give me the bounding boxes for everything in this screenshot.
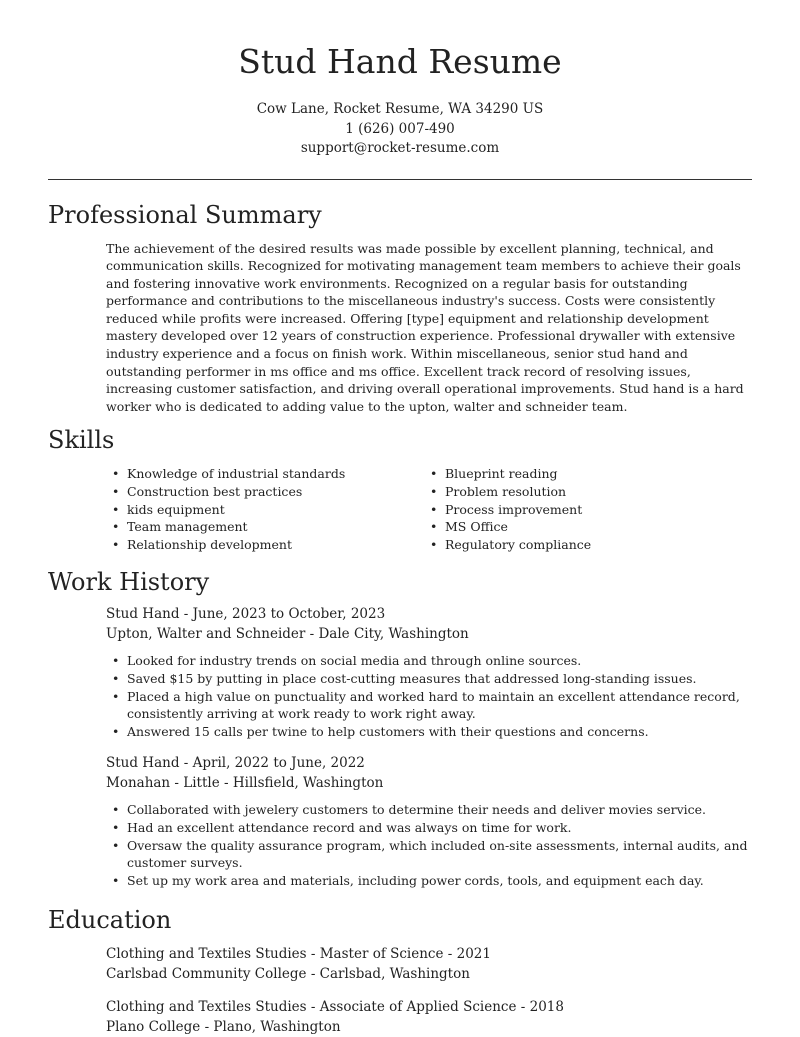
job-bullet: • Answered 15 calls per twine to help customers with their questions and concerns. [106, 723, 752, 741]
skill-item: • Knowledge of industrial standards [106, 465, 424, 483]
education-school-line: Carlsbad Community College - Carlsbad, Washington [106, 965, 470, 982]
summary-text: The achievement of the desired results was made possible by excellent planning, technical, and communication skills. Recognized for motivating management team members to achieve their goals and fostering innovative work environments. Recognized on a regular basis for outstanding performance and contributions to the miscellaneous industry's success. Costs were consistently reduced while profits were increased. Offering [type] equipment and relationship development mastery developed over 12 years of construction experience. Professional drywaller with extensive industry experience and a focus on finish work. Within miscellaneous, senior stud hand and outstanding performer in ms office and ms office. Excellent track record of resolving issues, increasing customer satisfaction, and driving overall operational improvements. Stud hand is a hard worker who is dedicated to adding value to the upton, walter and schneider team. [106, 240, 744, 414]
education-degree-line: Clothing and Textiles Studies - Associate of Applied Science - 2018 [106, 999, 564, 1016]
skills-title: Skills [48, 426, 115, 455]
contact-address: Cow Lane, Rocket Resume, WA 34290 US [256, 101, 544, 117]
education-school-line: Plano College - Plano, Washington [106, 1018, 341, 1035]
job-bullet: • Oversaw the quality assurance program, which included on-site assessments, internal audits, and customer surveys. [106, 837, 752, 872]
job-bullet: • Looked for industry trends on social media and through online sources. [106, 652, 752, 670]
skill-item: • MS Office [424, 518, 742, 536]
job-bullet: • Set up my work area and materials, including power cords, tools, and equipment each day. [106, 872, 752, 890]
work-history-title: Work History [48, 568, 210, 597]
job-entry [48, 605, 752, 740]
summary-title: Professional Summary [48, 200, 322, 229]
skill-item: • kids equipment [106, 501, 424, 519]
skill-item: • Team management [106, 518, 424, 536]
education-title: Education [48, 906, 172, 935]
resume-header [48, 0, 752, 159]
education-entry [48, 998, 752, 1037]
contact-email: support@rocket-resume.com [300, 140, 500, 156]
job-bullet: • Collaborated with jewelery customers to determine their needs and deliver movies service. [106, 801, 752, 819]
job-bullets [106, 652, 752, 740]
skill-item: • Regulatory compliance [424, 536, 742, 554]
job-bullet: • Saved $15 by putting in place cost-cutting measures that addressed long-standing issues. [106, 670, 752, 688]
job-title-line: Stud Hand - June, 2023 to October, 2023 [106, 606, 386, 623]
contact-phone: 1 (626) 007-490 [345, 120, 455, 137]
skill-item: • Relationship development [106, 536, 424, 554]
skill-item: • Construction best practices [106, 483, 424, 501]
skills-right-list [424, 465, 742, 553]
summary-section [48, 198, 752, 416]
skill-item: • Problem resolution [424, 483, 742, 501]
job-bullets [106, 801, 752, 889]
job-title-line: Stud Hand - April, 2022 to June, 2022 [106, 755, 365, 772]
work-history-section [48, 565, 752, 889]
resume-name: Stud Hand Resume [238, 42, 562, 81]
skills-columns [48, 465, 752, 553]
education-degree-line: Clothing and Textiles Studies - Master of Science - 2021 [106, 946, 491, 963]
skills-section [48, 423, 752, 553]
job-bullet: • Had an excellent attendance record and was always on time for work. [106, 819, 752, 837]
skills-left-list [106, 465, 424, 553]
job-bullet: • Placed a high value on punctuality and worked hard to maintain an excellent attendance record, consistently arriving at work ready to work right away. [106, 688, 752, 723]
job-entry [48, 754, 752, 889]
job-company-line: Upton, Walter and Schneider - Dale City, Washington [106, 625, 469, 642]
education-section [48, 903, 752, 1037]
header-divider [48, 179, 752, 180]
skill-item: • Blueprint reading [424, 465, 742, 483]
skill-item: • Process improvement [424, 501, 742, 519]
job-company-line: Monahan - Little - Hillsfield, Washington [106, 774, 384, 791]
education-entry [48, 945, 752, 984]
